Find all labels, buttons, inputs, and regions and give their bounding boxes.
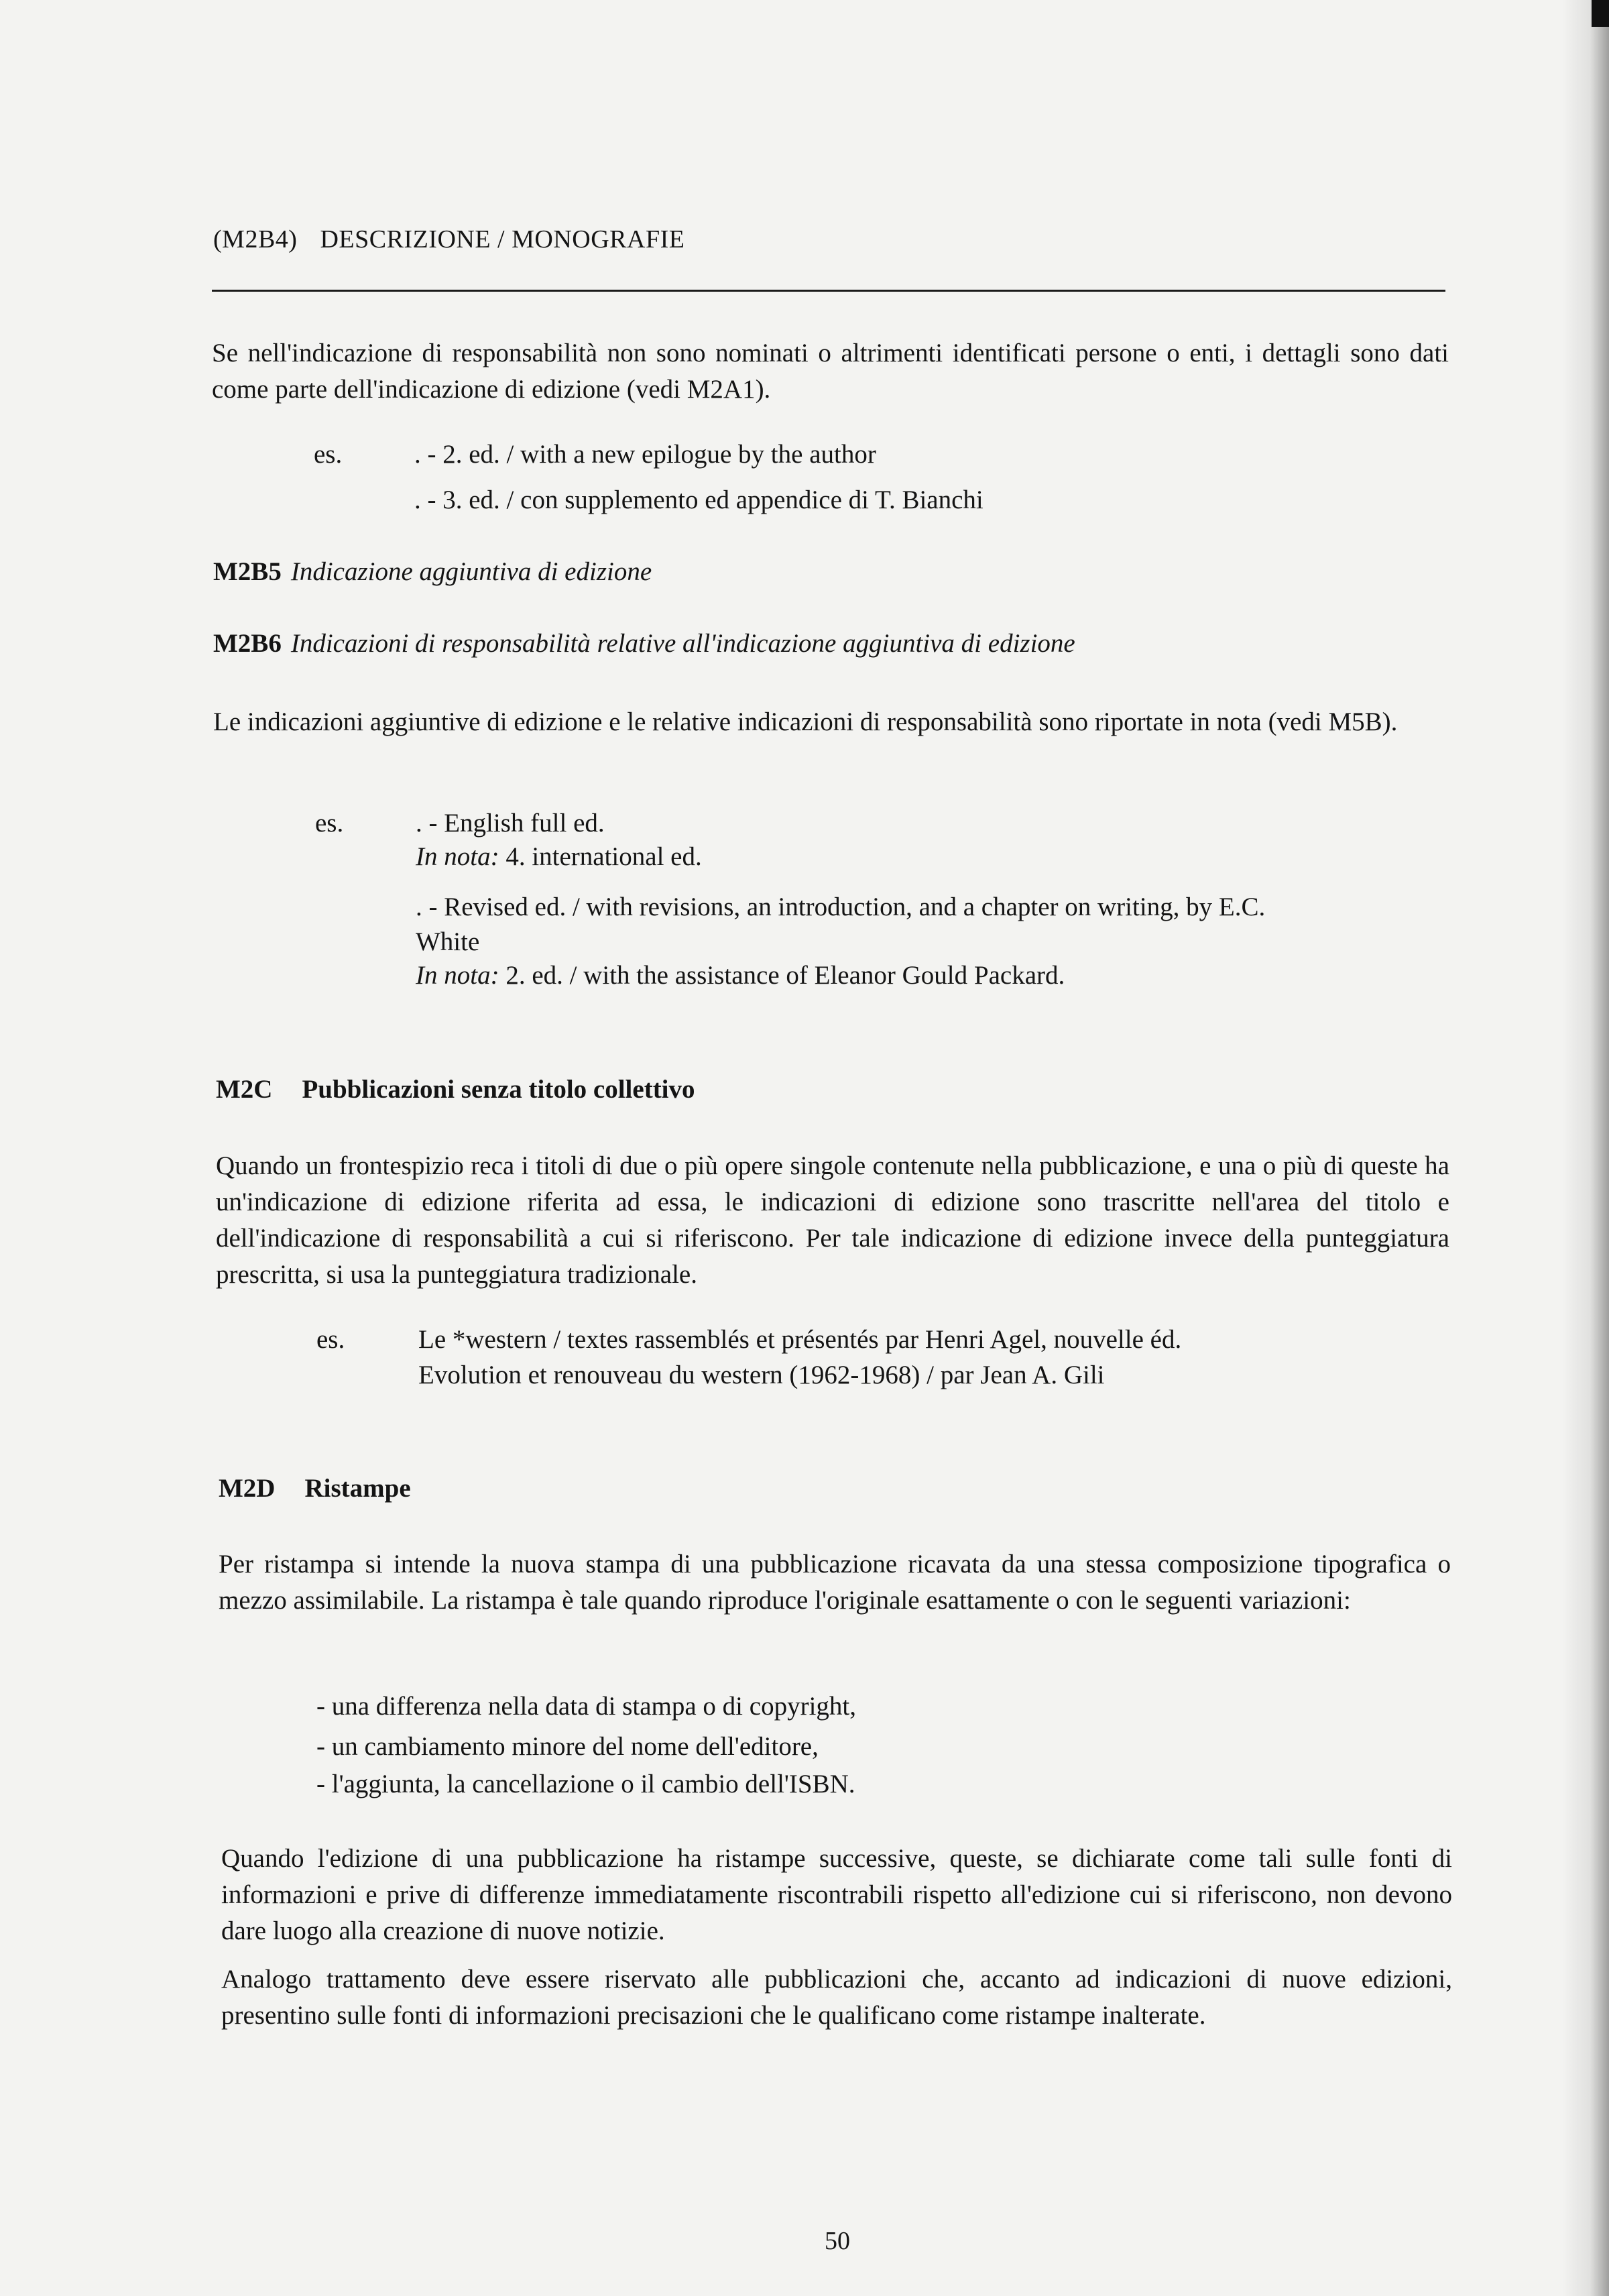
intro-paragraph: Se nell'indicazione di responsabilità non sono nominati o altrimenti identificati persone o enti, i dettagli sono dati come parte dell'indicazione di edizione (vedi M2A1). (212, 339, 1449, 404)
m2d-paragraph: Per ristampa si intende la nuova stampa di una pubblicazione ricavata da una stessa composizione tipografica o mezzo assimilabile. La ristampa è tale quando riproduce l'originale esattamente o con le seguenti variazioni: (219, 1550, 1451, 1615)
example-label: es. (315, 809, 344, 838)
note-text: 2. ed. / with the assistance of Eleanor Gould Packard. (499, 961, 1065, 990)
section-code: M2D (219, 1474, 276, 1503)
m2d-paragraph-3: Analogo trattamento deve essere riservato alle pubblicazioni che, accanto ad indicazioni di nuove edizioni, presentino sulle fonti di informazioni precisazioni che le qualificano come ristampe inalterate. (221, 1965, 1452, 2030)
running-header (213, 225, 684, 254)
section-heading-m2d (219, 1473, 411, 1503)
list-item: - l'aggiunta, la cancellazione o il cambio dell'ISBN. (316, 1770, 855, 1798)
example-line: . - 3. ed. / con supplemento ed appendice di T. Bianchi (414, 485, 984, 514)
section-heading-m2c (216, 1074, 695, 1104)
m2d-paragraph-2: Quando l'edizione di una pubblicazione ha ristampe successive, queste, se dichiarate come tali sulle fonti di informazioni e prive di differenze immediatamente riscontrabili rispetto all'edizione cui si riferiscono, non devono dare luogo alla creazione di nuove notizie. (221, 1844, 1452, 1945)
section-heading-m2b5 (213, 557, 652, 587)
section-title: Ristampe (304, 1474, 411, 1503)
page-corner (1592, 0, 1609, 27)
section-title: Pubblicazioni senza titolo collettivo (302, 1075, 695, 1104)
example-line: . - English full ed. (416, 809, 605, 838)
note-label: In nota: (416, 842, 499, 871)
example-line: . - Revised ed. / with revisions, an introduction, and a chapter on writing, by E.C. (416, 893, 1266, 921)
note-label: In nota: (416, 961, 499, 990)
example-label: es. (314, 440, 343, 469)
m2c-paragraph: Quando un frontespizio reca i titoli di due o più opere singole contenute nella pubblicazione, e una o più di queste ha un'indicazione di edizione riferita ad essa, le indicazioni di edizione sono trascritte nell'area del titolo e dell'indicazione di responsabilità a cui si riferiscono. Per tale indicazione di edizione invece della punteggiatura prescritta, si usa la punteggiatura tradizionale. (216, 1151, 1449, 1289)
m2b6-paragraph: Le indicazioni aggiuntive di edizione e le relative indicazioni di responsabilità sono riportate in nota (vedi M5B). (213, 707, 1398, 736)
note-text: 4. international ed. (499, 842, 702, 871)
header-rule (212, 290, 1445, 292)
list-item: - una differenza nella data di stampa o di copyright, (316, 1692, 856, 1721)
example-note (416, 960, 1065, 990)
example-label: es. (316, 1325, 345, 1354)
header-title: DESCRIZIONE / MONOGRAFIE (320, 225, 685, 253)
example-line: White (416, 927, 480, 956)
header-section-code: (M2B4) (213, 225, 298, 253)
example-line: Le *western / textes rassemblés et présentés par Henri Agel, nouvelle éd. (418, 1325, 1182, 1354)
section-heading-m2b6 (213, 628, 1075, 658)
page-edge-shadow (1562, 0, 1609, 2296)
page-number: 50 (825, 2227, 850, 2255)
example-line: . - 2. ed. / with a new epilogue by the author (414, 440, 876, 469)
section-title: Indicazioni di responsabilità relative all'indicazione aggiuntiva di edizione (290, 629, 1075, 658)
list-item: - un cambiamento minore del nome dell'editore, (316, 1732, 819, 1761)
example-line: Evolution et renouveau du western (1962-1968) / par Jean A. Gili (418, 1361, 1105, 1389)
section-title: Indicazione aggiuntiva di edizione (290, 557, 652, 586)
example-note (416, 842, 702, 872)
section-code: M2B5 (213, 557, 282, 586)
section-code: M2C (216, 1075, 273, 1104)
section-code: M2B6 (213, 629, 282, 658)
